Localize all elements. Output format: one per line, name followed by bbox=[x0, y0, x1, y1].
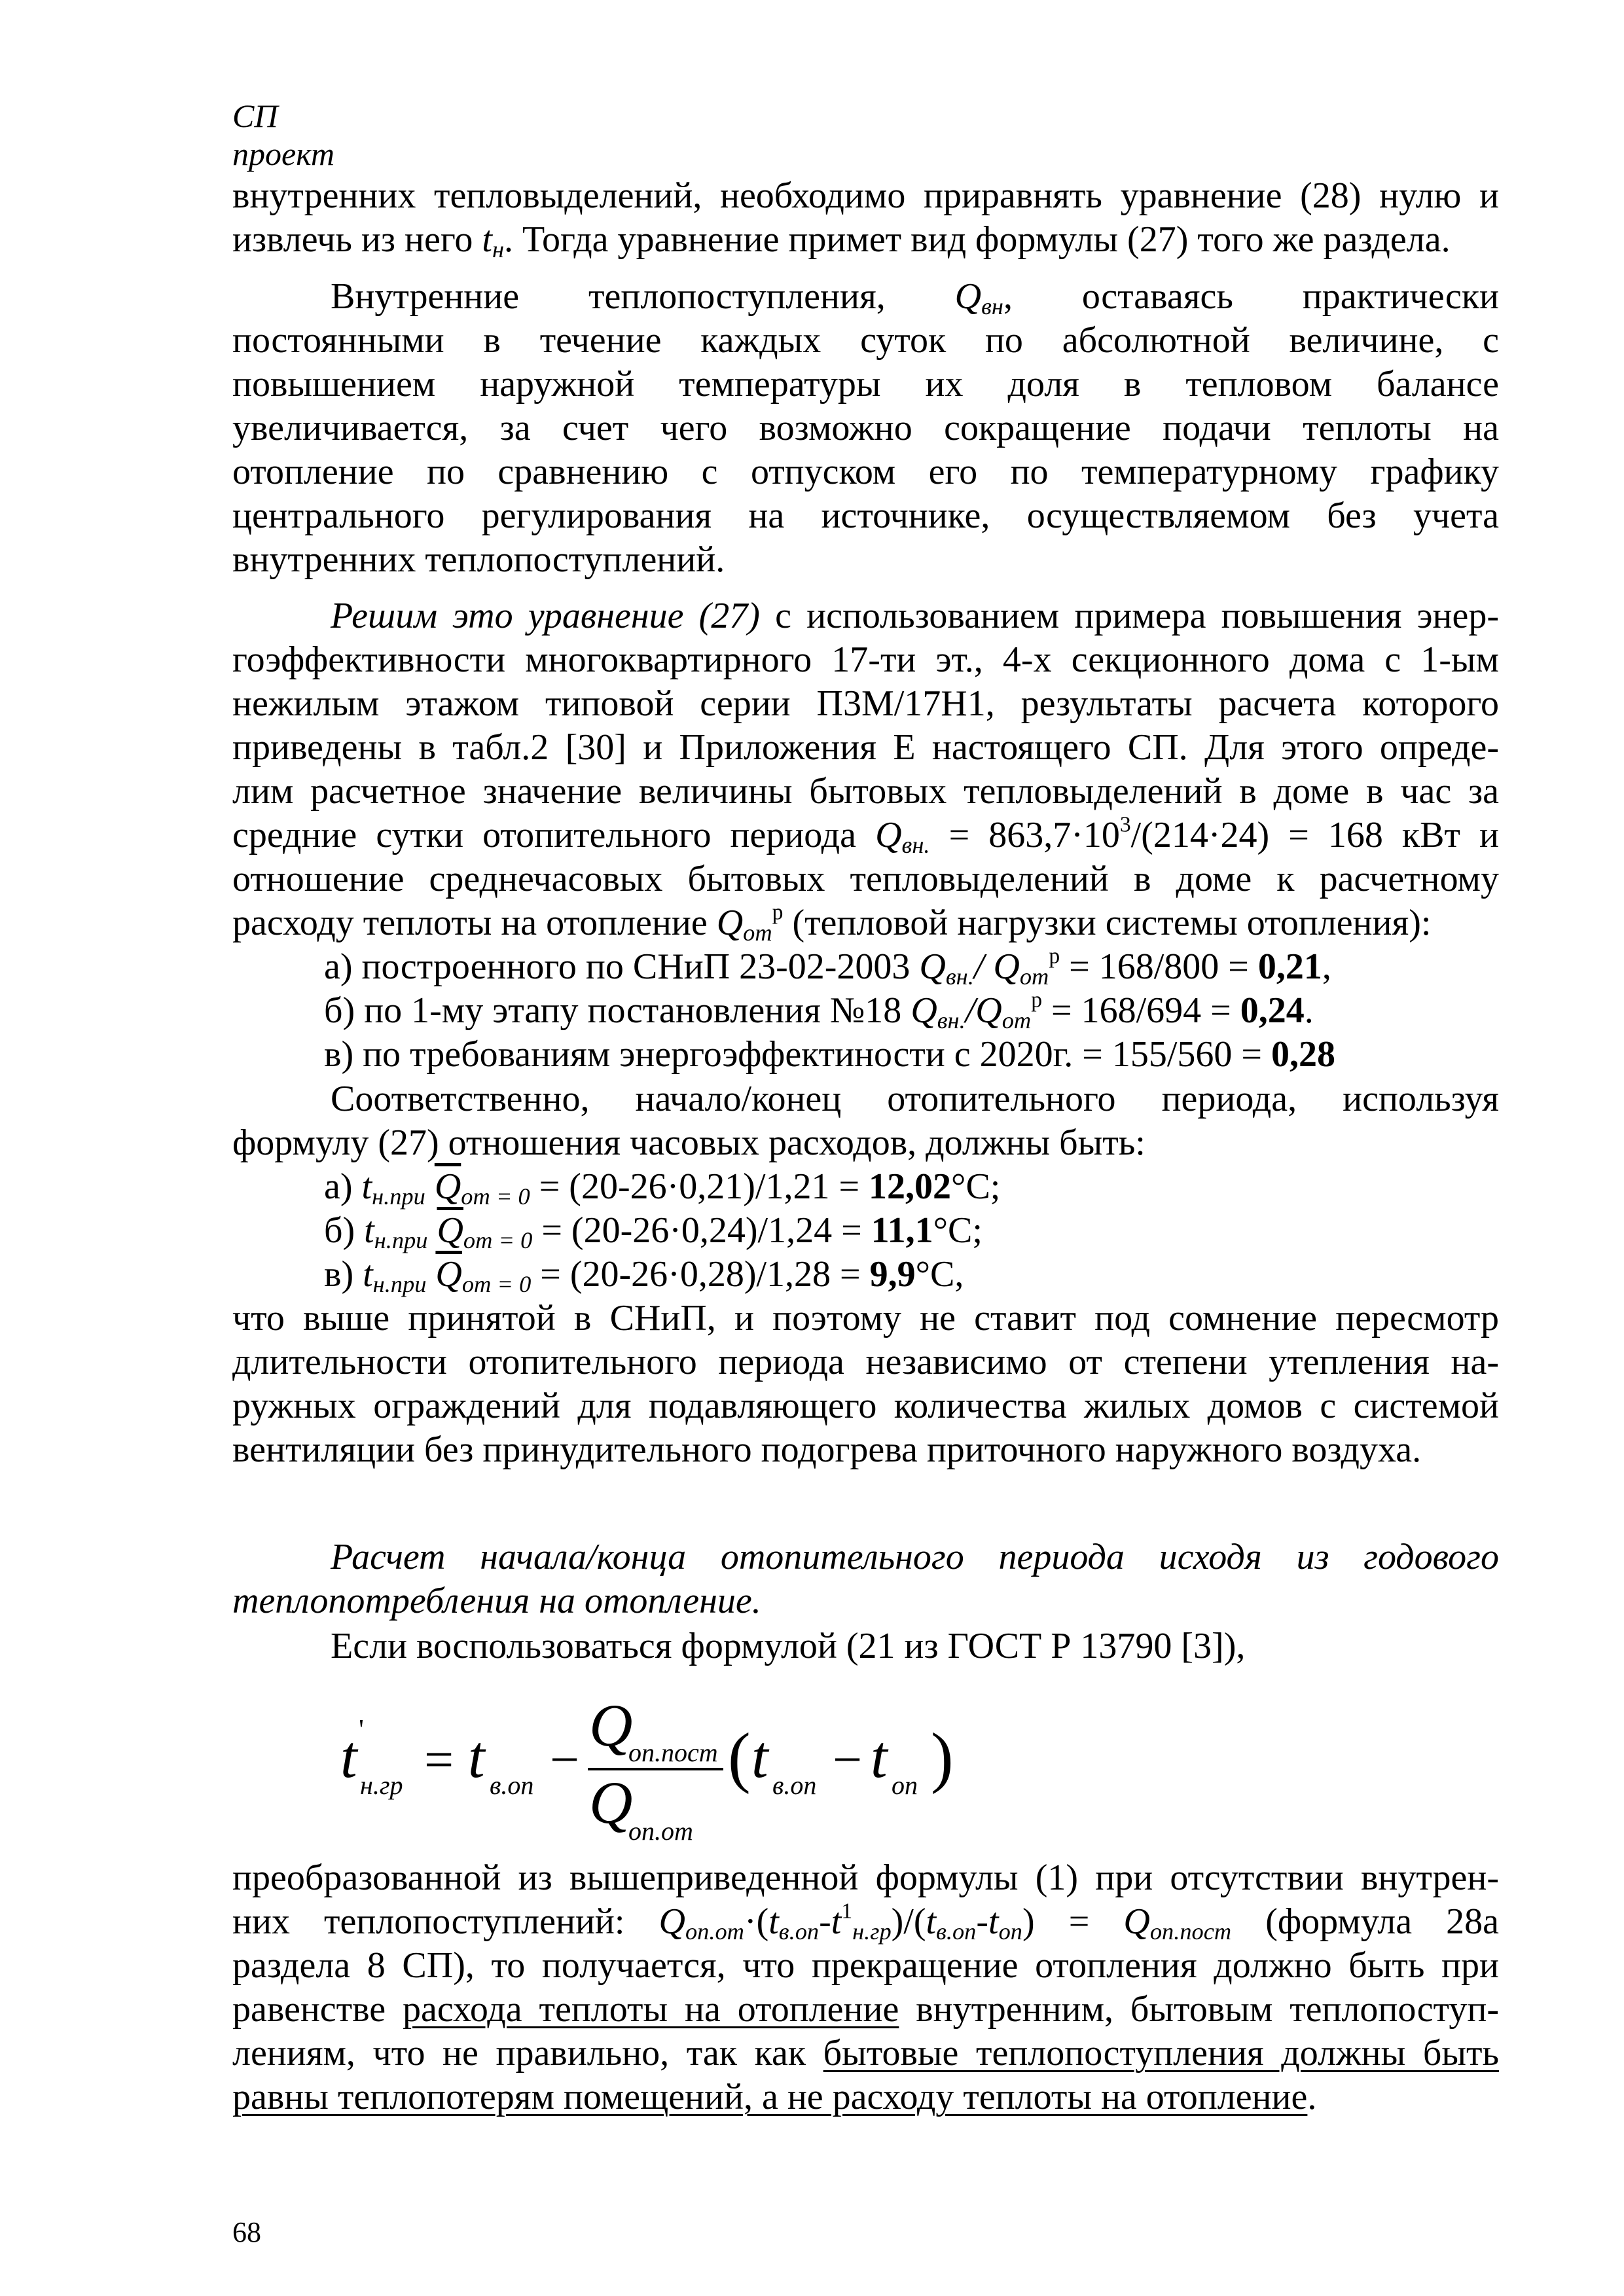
text-line: повышением наружной температуры их доля в тепловом балансе bbox=[232, 364, 1499, 404]
paragraph-4 bbox=[232, 1077, 1499, 1165]
formula-minus2: − bbox=[833, 1731, 863, 1789]
text-line: Внутренние теплопоступления, Qвн, оставаясь практически bbox=[331, 276, 1499, 320]
text-line: Если воспользоваться формулой (21 из ГОСТ Р 13790 [3]), bbox=[331, 1626, 1246, 1666]
text-line: ружных ограждений для подавляющего количества жилых домов с системой bbox=[232, 1386, 1499, 1426]
text-line: средние сутки отопительного периода Qвн. = $863,7\cdot 10^3/(214\cdot 24) = 168$ кВт и bbox=[232, 812, 1499, 859]
paragraph-7 bbox=[232, 1624, 1499, 1668]
formula-den-sub: оп.от bbox=[628, 1816, 693, 1842]
formula-prime: ' bbox=[359, 1713, 364, 1746]
text-line: Соответственно, начало/конец отопительного периода, используя bbox=[331, 1079, 1499, 1119]
calc-list bbox=[232, 1165, 1499, 1297]
paragraph-5 bbox=[232, 1297, 1499, 1472]
list-item: в) по требованиям энергоэффектиности с 2020г. = 155/560 = 0,28 bbox=[324, 1034, 1335, 1075]
formula-eq: = bbox=[424, 1731, 454, 1789]
calc-line: б) tн.при $\overline{Q}от = 0 = (20-26\cdot 0,24)/1,24 = 11,1^\circ С$; bbox=[324, 1210, 983, 1254]
formula-sub-vop: в.оп bbox=[490, 1770, 534, 1800]
calc-line: в) tн.при $\overline{Q}от = 0 = (20-26\cdot 0,28)/1,28 = 9,9^\circ С$, bbox=[324, 1254, 964, 1298]
formula-sub-ngr: н.гр bbox=[360, 1770, 403, 1800]
text-line: длительности отопительного периода независимо от степени утепления на- bbox=[232, 1342, 1499, 1382]
list-item: а) построенного по СНиП 23-02-2003 Qвн./ Qот$^р$ = 168/800 = 0,21, bbox=[324, 944, 1331, 990]
text-line: отопление по сравнению с отпуском его по температурному графику bbox=[232, 452, 1499, 492]
text-line: вентиляции без принудительного подогрева приточного наружного воздуха. bbox=[232, 1429, 1422, 1470]
formula-lparen: ( bbox=[728, 1719, 751, 1795]
text-line: внутренних тепловыделений, необходимо приравнять уравнение (28) нулю и bbox=[232, 175, 1499, 216]
formula-sub-op: оп bbox=[892, 1770, 918, 1800]
paragraph-8 bbox=[232, 1856, 1499, 2119]
text-line: приведены в табл.2 [30] и Приложения Е настоящего СП. Для этого опреде- bbox=[232, 727, 1499, 768]
text-line: нежилым этажом типовой серии П3М/17Н1, результаты расчета которого bbox=[232, 683, 1499, 724]
text-line: что выше принятой в СНиП, и поэтому не ставит под сомнение пересмотр bbox=[232, 1298, 1499, 1338]
page-number: 68 bbox=[232, 2216, 261, 2248]
text-line: равны теплопотерям помещений, а не расходу теплоты на отопление. bbox=[232, 2077, 1317, 2117]
text-line: Решим это уравнение (27) с использованием примера повышения энер- bbox=[331, 596, 1499, 636]
formula-num-q: Q bbox=[589, 1698, 633, 1759]
text-line: постоянными в течение каждых суток по абсолютной величине, с bbox=[232, 320, 1499, 361]
calc-line: а) tн.при $\overline{Q}от = 0 = (20-26\cdot 0,21)/1,21 = 12,02^\circ С$; bbox=[324, 1166, 1001, 1210]
ratio-list bbox=[232, 945, 1499, 1077]
list-item: б) по 1-му этапу постановления №18 Qвн./Qот$^р$ = 168/694 = 0,24. bbox=[324, 988, 1314, 1034]
formula-t: t bbox=[340, 1723, 357, 1790]
section-heading bbox=[232, 1535, 1499, 1623]
text-line: гоэффективности многоквартирного 17-ти эт., 4-х секционного дома с 1-ым bbox=[232, 639, 1499, 680]
text-line: центрального регулирования на источнике, осуществляемом без учета bbox=[232, 495, 1499, 536]
text-line: теплопотребления на отопление. bbox=[232, 1581, 761, 1621]
text-line: внутренних теплопоступлений. bbox=[232, 539, 725, 580]
display-formula bbox=[340, 1698, 995, 1842]
header-subtitle: проект bbox=[232, 135, 335, 172]
paragraph-2 bbox=[232, 275, 1499, 582]
header-title: СП bbox=[232, 98, 278, 134]
text-line: увеличивается, за счет чего возможно сокращение подачи теплоты на bbox=[232, 408, 1499, 448]
text-line: лениям, что не правильно, так как бытовые теплопоступления должны быть bbox=[232, 2033, 1500, 2073]
text-line: преобразованной из вышеприведенной формулы (1) при отсутствии внутрен- bbox=[232, 1857, 1499, 1898]
text-line: раздела 8 СП), то получается, что прекращение отопления должно быть при bbox=[232, 1945, 1499, 1986]
text-line: равенстве расхода теплоты на отопление внутренним, бытовым теплопоступ- bbox=[232, 1989, 1500, 2030]
paragraph-3 bbox=[232, 594, 1499, 945]
text-line: расходу теплоты на отопление Qот$^р$ (тепловой нагрузки системы отопления): bbox=[232, 900, 1432, 946]
paragraph-1 bbox=[232, 174, 1499, 262]
formula-sub-vop2: в.оп bbox=[772, 1770, 817, 1800]
text-line: них теплопоступлений: $Qоп.от\cdot(tв.оп-t^1н.гр)/(tв.оп-tоп)$ = Qоп.пост (формула 28а bbox=[232, 1899, 1500, 1945]
text-line: отношение среднечасовых бытовых тепловыделений в доме к расчетному bbox=[232, 859, 1499, 899]
text-line: формулу (27) отношения часовых расходов, должны быть: bbox=[232, 1122, 1146, 1163]
formula-t3: t bbox=[751, 1723, 768, 1790]
formula-t2: t bbox=[468, 1723, 485, 1790]
text-line: лим расчетное значение величины бытовых тепловыделений в доме в час за bbox=[232, 771, 1499, 812]
formula-rparen: ) bbox=[931, 1719, 954, 1795]
formula-t4: t bbox=[871, 1723, 888, 1790]
formula-den-q: Q bbox=[589, 1769, 633, 1836]
text-line: извлечь из него tн. Тогда уравнение примет вид формулы (27) того же раздела. bbox=[232, 219, 1451, 263]
formula-minus: − bbox=[550, 1731, 580, 1789]
text-line: Расчет начала/конца отопительного периода исходя из годового bbox=[331, 1537, 1499, 1577]
formula-num-sub: оп.пост bbox=[628, 1738, 718, 1767]
